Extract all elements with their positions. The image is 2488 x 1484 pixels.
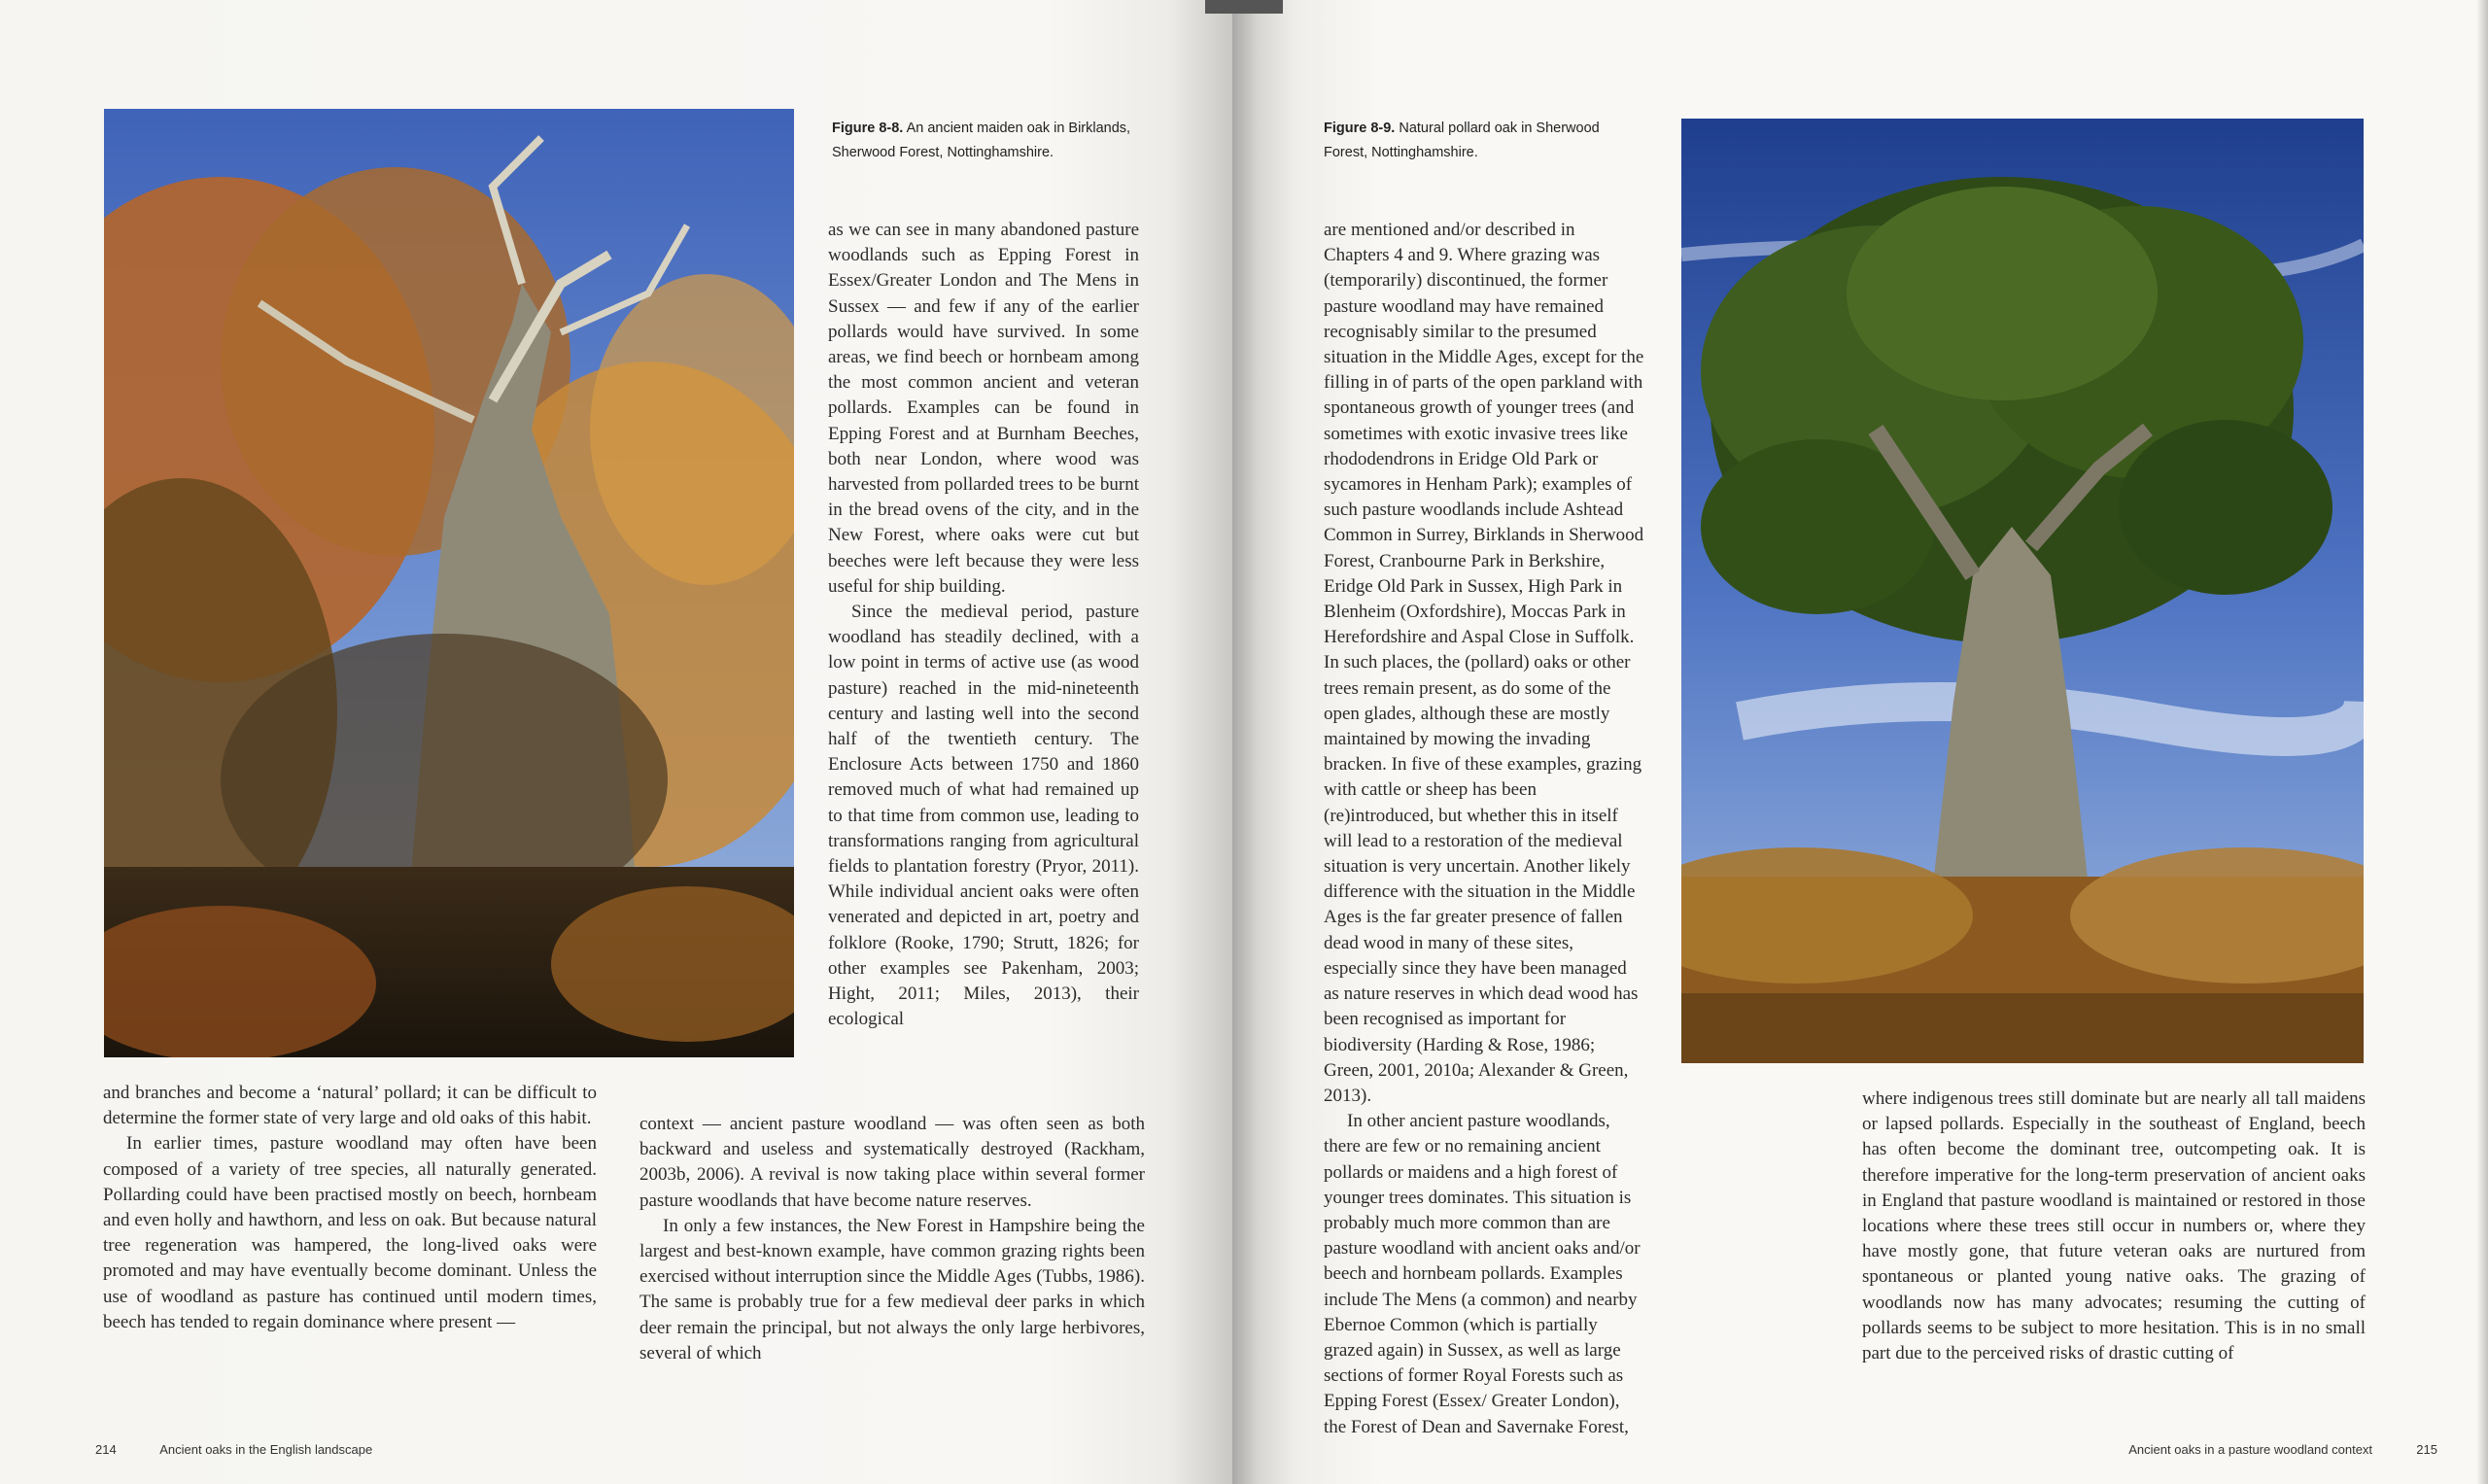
paragraph: In only a few instances, the New Forest in Hampshire being the largest and best-known example, have common grazing rights been exercised without interruption since the Middle Ages (Tubbs, 1986). The same is probably true for a few medieval deer parks in which deer remain the principal, but not always the only large herbivores, several of which [639, 1215, 1145, 1363]
figure-label: Figure 8-8. [832, 121, 904, 136]
paragraph: In earlier times, pasture woodland may often have been composed of a variety of tree species, all naturally generated. Pollarding could have been practised mostly on beech, hornbeam and even holly and hawthorn, and less on oak. But because natural tree regeneration was hampered, the long-lived oaks were promoted and may have eventually become dominant. Unless the use of woodland as pasture has continued until modern times, beech has tended to regain dominance where present — [103, 1133, 597, 1332]
maiden-oak-image [104, 109, 794, 1057]
figure-caption-line: Forest, Nottinghamshire. [1324, 145, 1478, 160]
page-number: 215 [2416, 1442, 2437, 1457]
running-title: Ancient oaks in the English landscape [159, 1442, 373, 1457]
paragraph: as we can see in many abandoned pasture woodlands such as Epping Forest in Essex/Greater London and The Mens in Sussex — and few if any of the earlier pollards would have survived. In some areas, we find beech or hornbeam among the most common ancient and veteran pollards. Examples can be found in Epping Forest and at Burnham Beeches, both near London, where wood was harvested from pollarded trees to be burnt in the bread ovens of the city, and in the New Forest, where oaks were cut but beeches were left because they were less useful for ship building. [828, 220, 1139, 597]
paragraph: are mentioned and/or described in Chapters 4 and 9. Where grazing was (temporarily) discontinued, the former pasture woodland may have remained recognisably similar to the presumed situation in the Middle Ages, except for the filling in of parts of the open parkland with spontaneous growth of younger trees (and sometimes with exotic invasive trees like rhododendrons in Eridge Old Park or sycamores in Henham Park); examples of such pasture woodlands include Ashtead Common in Surrey, Birklands in Sherwood Forest, Cranbourne Park in Berkshire, Eridge Old Park in Sussex, High Park in Blenheim (Oxfordshire), Moccas Park in Herefordshire and Aspal Close in Suffolk. In such places, the (pollard) oaks or other trees remain present, as do some of the open glades, although these are mostly maintained by mowing the invading bracken. In five of these examples, grazing with cattle or sheep has been (re)introduced, but whether this in itself will lead to a restoration of the medieval situation is very uncertain. Another likely difference with the situation in the Middle Ages is the far greater presence of fallen dead wood in many of these sites, especially since they have been managed as nature reserves in which dead wood has been recognised as important for biodiversity (Harding & Rose, 1986; Green, 2001, 2010a; Alexander & Green, 2013). [1324, 220, 1644, 1106]
pollard-oak-image [1681, 119, 2364, 1063]
figure-caption-line: An ancient maiden oak in Birklands, [906, 121, 1131, 136]
paragraph: and branches and become a ‘natural’ pollard; it can be difficult to determine the former state of very large and old oaks of this habit. [103, 1083, 597, 1129]
running-title: Ancient oaks in a pasture woodland context [2128, 1442, 2373, 1457]
figure-8-9-photo [1681, 119, 2364, 1063]
text-column-wide [639, 1112, 1145, 1366]
figure-8-8-photo [104, 109, 794, 1057]
text-column-left [103, 1081, 597, 1335]
figure-8-9-caption [1324, 117, 1654, 165]
figure-8-8-caption [832, 117, 1201, 165]
figure-caption-line: Sherwood Forest, Nottinghamshire. [832, 145, 1054, 160]
figure-caption-line: Natural pollard oak in Sherwood [1399, 121, 1600, 136]
paragraph: In other ancient pasture woodlands, there are few or no remaining ancient pollards or maidens and a high forest of younger trees dominates. This situation is probably much more common than are pasture woodland with ancient oaks and/or beech and hornbeam pollards. Examples include The Mens (a common) and nearby Ebernoe Common (which is partially grazed again) in Sussex, as well as large sections of former Royal Forests such as Epping Forest (Essex/ Greater London), the Forest of Dean and Savernake Forest, [1324, 1111, 1641, 1437]
paragraph: context — ancient pasture woodland — was often seen as both backward and useless and systematically destroyed (Rackham, 2003b, 2006). A revival is now taking place within several former pasture woodlands that have become nature reserves. [639, 1114, 1145, 1211]
text-column-far [1862, 1087, 2366, 1366]
binding-shadow [1205, 0, 1283, 14]
page-edge [2476, 0, 2488, 1484]
paragraph: Since the medieval period, pasture woodland has steadily declined, with a low point in terms of active use (as wood pasture) reached in the mid-nineteenth century and lasting well into the second half of the twentieth century. The Enclosure Acts between 1750 and 1860 removed much of what had remained up to that time from common use, leading to transformations ranging from agricultural fields to plantation forestry (Pryor, 2011). While individual ancient oaks were often venerated and depicted in art, poetry and folklore (Rooke, 1790; Strutt, 1826; for other examples see Pakenham, 2003; Hight, 2011; Miles, 2013), their ecological [828, 602, 1139, 1030]
page-number: 214 [95, 1442, 117, 1457]
right-page [1232, 0, 2488, 1484]
left-footer [95, 1442, 372, 1457]
paragraph: where indigenous trees still dominate but are nearly all tall maidens or lapsed pollards. Especially in the southeast of England, beech has often become the dominant tree, outcompeting oak. It is therefore imperative for the long-term preservation of ancient oaks in England that pasture woodland is maintained or restored in those locations where these trees still occur in numbers or, where they have mostly gone, that future veteran oaks are nurtured from spontaneous or planted young native oaks. The grazing of woodlands now has many advocates; resuming the cutting of pollards seems to be subject to more hesitation. This is in no small part due to the perceived risks of drastic cutting of [1862, 1088, 2366, 1364]
text-column-right [828, 218, 1139, 1033]
figure-label: Figure 8-9. [1324, 121, 1396, 136]
text-column-narrow [1324, 218, 1644, 1440]
left-page [0, 0, 1232, 1484]
right-footer [2128, 1442, 2437, 1457]
